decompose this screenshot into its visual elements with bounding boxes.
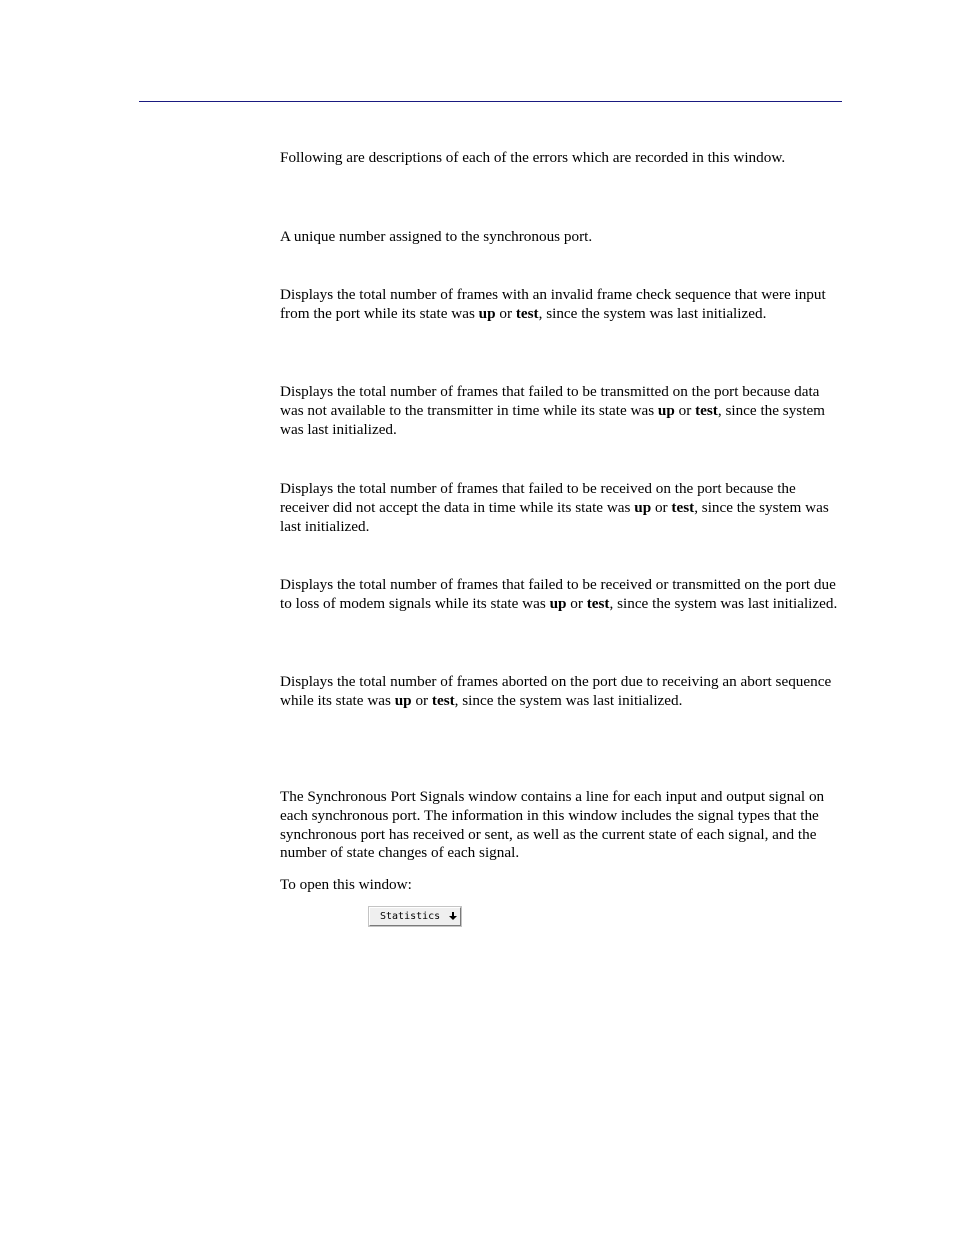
intro-paragraph: Following are descriptions of each of the errors which are recorded in this window. xyxy=(280,149,786,166)
state-up: up xyxy=(549,594,567,612)
aborted-frames-description: Displays the total number of frames aborted on the port due to receiving an abort sequence while its state was up or test, since the system was last initialized. xyxy=(280,673,832,709)
crc-errors-description: Displays the total number of frames with an invalid frame check sequence that were input from the port while its state was up or test, since the system was last initialized. xyxy=(280,286,826,322)
state-test: test xyxy=(586,594,610,612)
transmit-underrun-description: Displays the total number of frames that failed to be transmitted on the port because data was not available to the transmitter in time while its state was up or test, since the system was last initialized. xyxy=(280,383,825,438)
state-up: up xyxy=(478,304,496,322)
state-up: up xyxy=(634,498,652,516)
dropdown-arrow-icon xyxy=(449,912,457,921)
statistics-button[interactable] xyxy=(369,907,461,926)
header-rule xyxy=(139,101,842,102)
open-window-instruction: To open this window: xyxy=(280,876,412,893)
interrupted-frames-description: Displays the total number of frames that failed to be received or transmitted on the port due to loss of modem signals while its state was up or test, since the system was last initialized. xyxy=(280,576,838,612)
state-test: test xyxy=(431,691,455,709)
signals-window-paragraph: The Synchronous Port Signals window contains a line for each input and output signal on each synchronous port. The information in this window includes the signal types that the synchronous port has received or sent, as well as the current state of each signal, and the number of state changes of each signal. xyxy=(280,788,825,862)
receive-overrun-description: Displays the total number of frames that failed to be received on the port because the receiver did not accept the data in time while its state was up or test, since the system was last initialized. xyxy=(280,480,829,535)
state-test: test xyxy=(515,304,539,322)
state-test: test xyxy=(671,498,695,516)
state-test: test xyxy=(695,401,718,419)
port-number-description: A unique number assigned to the synchronous port. xyxy=(280,228,593,245)
state-up: up xyxy=(394,691,412,709)
statistics-button-label: Statistics xyxy=(380,911,441,922)
state-up: up xyxy=(657,401,675,419)
